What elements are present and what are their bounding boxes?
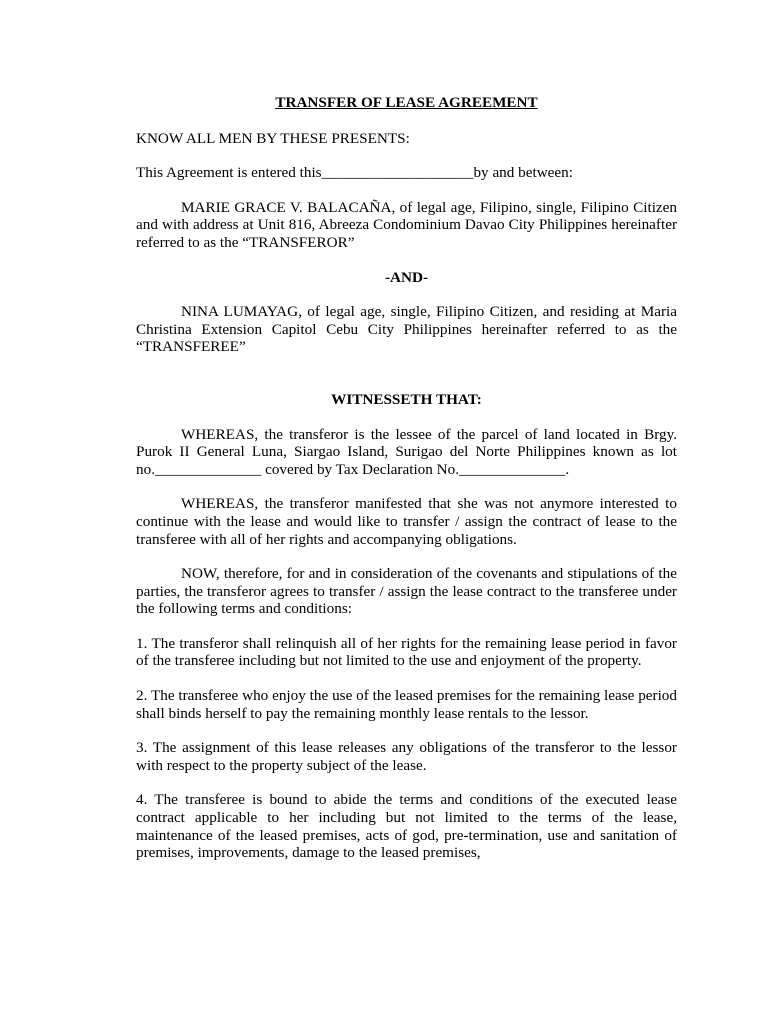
and-separator: -AND- xyxy=(384,268,429,286)
whereas-paragraph-2: WHEREAS, the transferor manifested that she was not anymore interested to continue with the lease and would like to transfer / assign the contract of lease to the transferee with all of her rights and accompanying obligations. xyxy=(136,495,677,548)
term-2: 2. The transferee who enjoy the use of the leased premises for the remaining lease period shall binds herself to pay the remaining monthly lease rentals to the lessor. xyxy=(136,687,677,722)
witnesseth-heading: WITNESSETH THAT: xyxy=(331,390,482,408)
term-1: 1. The transferor shall relinquish all of her rights for the remaining lease period in favor of the transferee including but not limited to the use and enjoyment of the property. xyxy=(136,634,677,670)
term-4: 4. The transferee is bound to abide the terms and conditions of the executed lease contract applicable to her including but not limited to the terms of the lease, maintenance of the leased premises, acts of god, pre-termination, use and sanitation of premises, improvements, damage to the leased premises, xyxy=(136,791,677,862)
document-title: TRANSFER OF LEASE AGREEMENT xyxy=(275,94,538,111)
transferor-paragraph: MARIE GRACE V. BALACAÑA, of legal age, Filipino, single, Filipino Citizen and with address at Unit 816, Abreeza Condominium Davao City Philippines hereinafter referred to as the “TRANSFEROR” xyxy=(136,198,677,251)
now-therefore-paragraph: NOW, therefore, for and in consideration of the covenants and stipulations of the parties, the transferor agrees to transfer / assign the lease contract to the transferee under the following terms and conditions: xyxy=(136,565,677,618)
agreement-date-line: This Agreement is entered this____________________by and between: xyxy=(136,164,573,182)
document-body xyxy=(136,94,677,862)
opening-line: KNOW ALL MEN BY THESE PRESENTS: xyxy=(136,129,410,147)
whereas-paragraph-1: WHEREAS, the transferor is the lessee of the parcel of land located in Brgy. Purok II General Luna, Siargao Island, Surigao del Norte Philippines known as lot no.______________ covered by Tax Declaration No.______________. xyxy=(136,425,677,478)
term-3: 3. The assignment of this lease releases any obligations of the transferor to the lessor with respect to the property subject of the lease. xyxy=(136,739,677,774)
transferee-paragraph: NINA LUMAYAG, of legal age, single, Filipino Citizen, and residing at Maria Christina Extension Capitol Cebu City Philippines hereinafter referred to as the “TRANSFEREE” xyxy=(136,303,677,356)
